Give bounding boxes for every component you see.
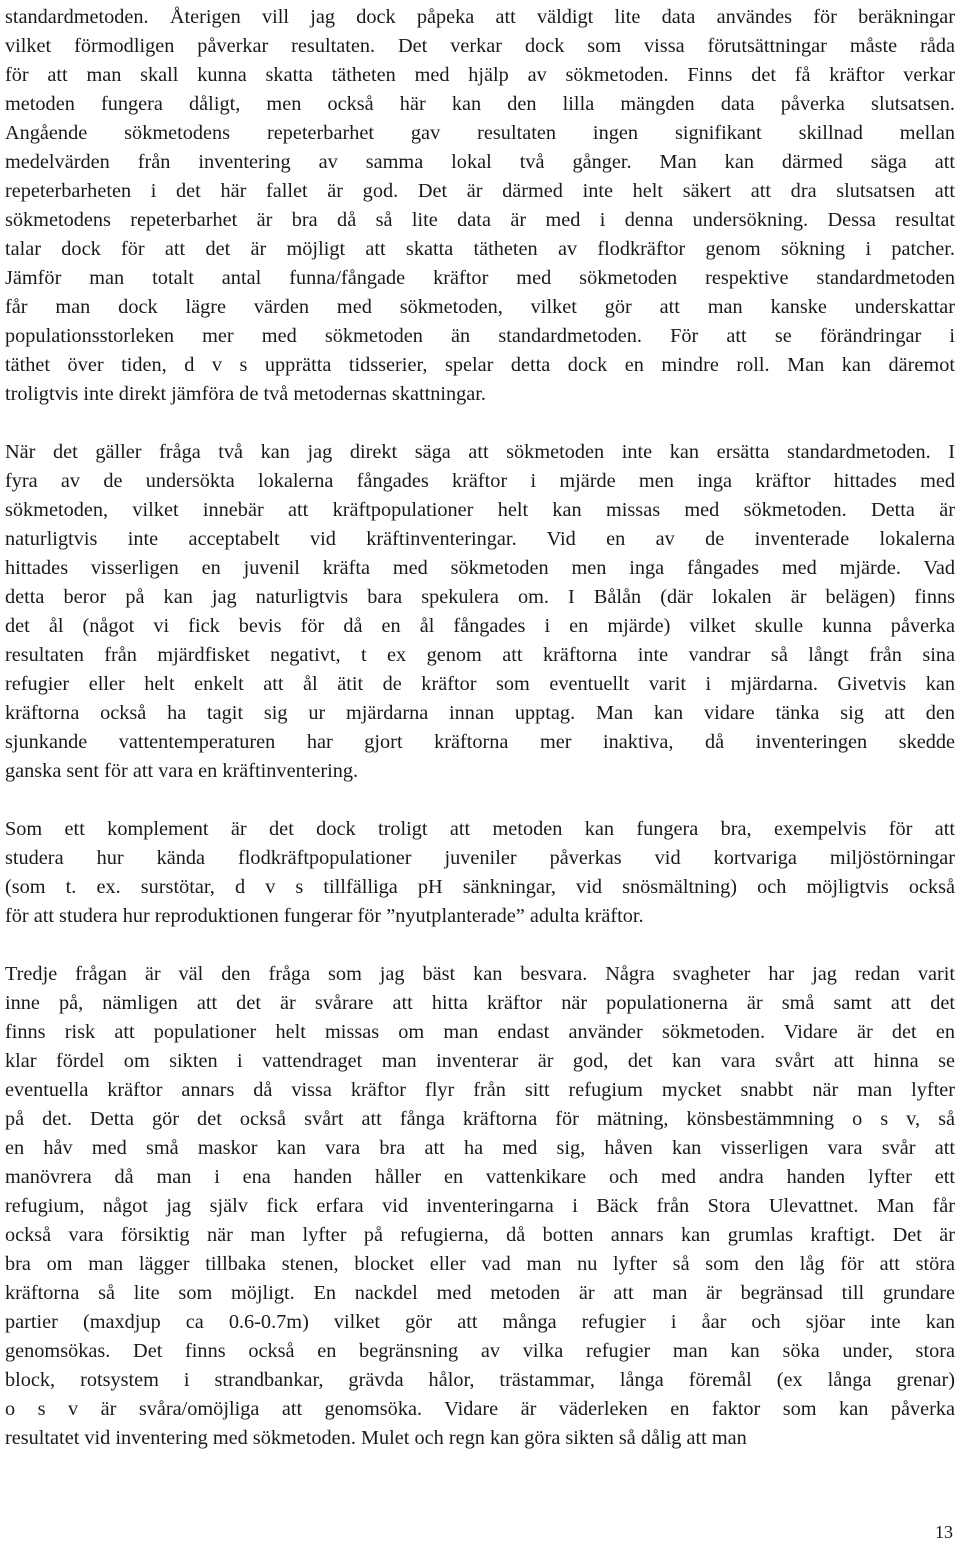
text-line: det ål (något vi fick bevis för då en ål fångades i en mjärde) vilket skulle kunna påverka	[5, 615, 955, 637]
text-line: När det gäller fråga två kan jag direkt säga att sökmetoden inte kan ersätta standardmetoden. I	[5, 441, 955, 463]
text-line: också vara försiktig när man lyfter på refugierna, då botten annars kan grumlas kraftigt. Det är	[5, 1224, 955, 1246]
text-line: studera hur kända flodkräftpopulationer juveniler påverkas vid kortvariga miljöstörningar	[5, 847, 955, 869]
text-line: för att man skall kunna skatta tätheten med hjälp av sökmetoden. Finns det få kräftor verkar	[5, 64, 955, 86]
text-line: sökmetoden, vilket innebär att kräftpopulationer helt kan missas med sökmetoden. Detta är	[5, 499, 955, 521]
text-line: manövrera då man i ena handen håller en vattenkikare och med andra handen lyfter ett	[5, 1166, 955, 1188]
text-line: Som ett komplement är det dock troligt att metoden kan fungera bra, exempelvis för att	[5, 818, 955, 840]
text-line: en håv med små maskor kan vara bra att ha med sig, håven kan visserligen vara svår att	[5, 1137, 955, 1159]
text-line: på det. Detta gör det också svårt att fånga kräftorna för mätning, könsbestämmning o s v, så	[5, 1108, 955, 1130]
text-line: klar fördel om sikten i vattendraget man inventerar är god, det kan vara svårt att hinna se	[5, 1050, 955, 1072]
text-line: inne på, nämligen att det är svårare att hitta kräftor när populationerna är små samt att det	[5, 992, 955, 1014]
text-line: detta beror på kan jag naturligtvis bara spekulera om. I Bålån (där lokalen är belägen) finns	[5, 586, 955, 608]
text-line: får man dock lägre värden med sökmetoden, vilket gör att man kanske underskattar	[5, 296, 955, 318]
text-line: repeterbarheten i det här fallet är god. Det är därmed inte helt säkert att dra slutsatsen att	[5, 180, 955, 202]
paragraph-3	[5, 815, 955, 931]
text-line: Jämför man totalt antal funna/fångade kräftor med sökmetoden respektive standardmetoden	[5, 267, 955, 289]
text-line: genomsökas. Det finns också en begränsning av vilka refugier man kan söka under, stora	[5, 1340, 955, 1362]
text-line: naturligtvis inte acceptabelt vid kräftinventeringar. Vid en av de inventerade lokalerna	[5, 528, 955, 550]
document-page	[5, 0, 955, 1545]
text-line: talar dock för att det är möjligt att skatta tätheten av flodkräftor genom sökning i patcher.	[5, 238, 955, 260]
text-line: täthet över tiden, d v s upprätta tidsserier, spelar detta dock en mindre roll. Man kan däremot	[5, 354, 955, 376]
text-line: sökmetodens repeterbarhet är bra då så lite data är med i denna undersökning. Dessa resultat	[5, 209, 955, 231]
text-line: resultatet vid inventering med sökmetoden. Mulet och regn kan göra sikten så dålig att man	[5, 1427, 747, 1449]
text-line: partier (maxdjup ca 0.6-0.7m) vilket gör att många refugier i åar och sjöar inte kan	[5, 1311, 955, 1333]
text-line: finns risk att populationer helt missas om man endast använder sökmetoden. Vidare är det en	[5, 1021, 955, 1043]
text-line: resultaten från mjärdfisket negativt, t ex genom att kräftorna inte vandrar så långt från sina	[5, 644, 955, 666]
text-line: hittades visserligen en juvenil kräfta med sökmetoden men inga fångades med mjärde. Vad	[5, 557, 955, 579]
text-line: Tredje frågan är väl den fråga som jag bäst kan besvara. Några svagheter har jag redan varit	[5, 963, 955, 985]
text-line: vilket förmodligen påverkar resultaten. Det verkar dock som vissa förutsättningar måste råda	[5, 35, 955, 57]
text-line: troligtvis inte direkt jämföra de två metodernas skattningar.	[5, 383, 486, 405]
text-line: block, rotsystem i strandbankar, grävda hålor, trästammar, långa föremål (ex långa grenar)	[5, 1369, 955, 1391]
text-line: sjunkande vattentemperaturen har gjort kräftorna mer inaktiva, då inventeringen skedde	[5, 731, 955, 753]
paragraph-1	[5, 3, 955, 409]
text-line: refugier eller helt enkelt att ål ätit de kräftor som eventuellt varit i mjärdarna. Givetvis kan	[5, 673, 955, 695]
text-line: o s v är svåra/omöjliga att genomsöka. Vidare är väderleken en faktor som kan påverka	[5, 1398, 955, 1420]
paragraph-4	[5, 960, 955, 1453]
text-line: fyra av de undersökta lokalerna fångades kräftor i mjärde men inga kräftor hittades med	[5, 470, 955, 492]
text-line: standardmetoden. Återigen vill jag dock påpeka att väldigt lite data användes för beräkningar	[5, 6, 955, 28]
text-line: eventuella kräftor annars då vissa kräftor flyr från sitt refugium mycket snabbt när man lyfter	[5, 1079, 955, 1101]
text-line: kräftorna också ha tagit sig ur mjärdarna innan upptag. Man kan vidare tänka sig att den	[5, 702, 955, 724]
text-line: Angående sökmetodens repeterbarhet gav resultaten ingen signifikant skillnad mellan	[5, 122, 955, 144]
paragraph-2	[5, 438, 955, 786]
text-line: bra om man lägger tillbaka stenen, blocket eller vad man nu lyfter så som den låg för att störa	[5, 1253, 955, 1275]
text-line: ganska sent för att vara en kräftinventering.	[5, 760, 359, 782]
text-line: (som t. ex. surstötar, d v s tillfälliga pH sänkningar, vid snösmältning) och möjligtvis också	[5, 876, 955, 898]
text-line: refugium, något jag själv fick erfara vid inventeringarna i Bäck från Stora Ulevattnet. Man får	[5, 1195, 955, 1217]
text-line: metoden fungera dåligt, men också här kan den lilla mängden data påverka slutsatsen.	[5, 93, 955, 115]
text-line: medelvärden från inventering av samma lokal två gånger. Man kan därmed säga att	[5, 151, 955, 173]
text-line: populationsstorleken mer med sökmetoden än standardmetoden. För att se förändringar i	[5, 325, 955, 347]
page-number: 13	[935, 1522, 953, 1542]
text-line: kräftorna så lite som möjligt. En nackdel med metoden är att man är begränsad till grundare	[5, 1282, 955, 1304]
text-line: för att studera hur reproduktionen fungerar för ”nyutplanterade” adulta kräftor.	[5, 905, 644, 927]
